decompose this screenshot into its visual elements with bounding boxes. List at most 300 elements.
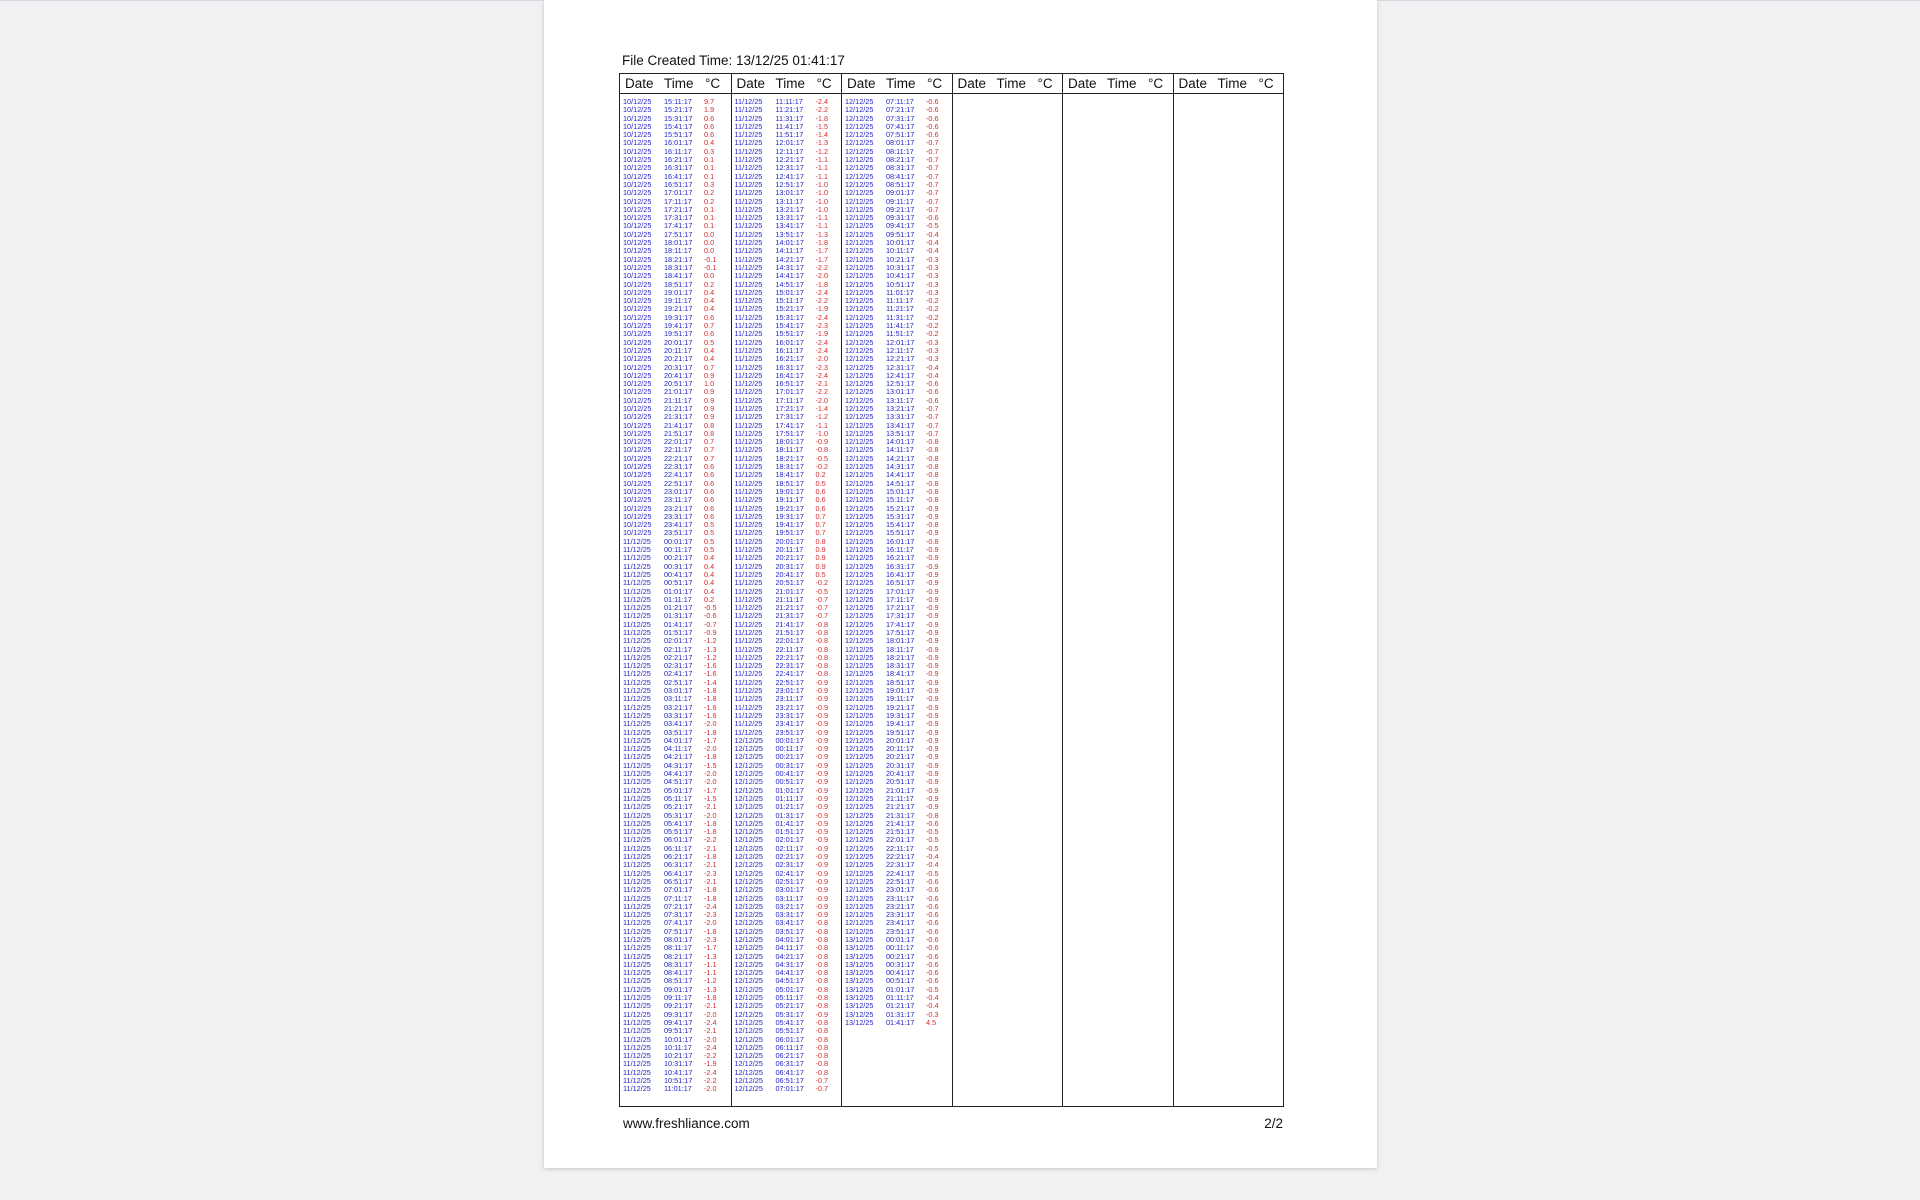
- reading-value: -2.0: [704, 918, 717, 928]
- reading-date: 10/12/25: [623, 105, 652, 115]
- reading-date: 10/12/25: [623, 113, 652, 123]
- reading-value: -1.7: [815, 246, 829, 256]
- reading-date: 11/12/25: [734, 486, 763, 496]
- reading-date: 12/12/25: [845, 486, 874, 496]
- reading-value: -0.8: [926, 486, 939, 496]
- reading-date: 12/12/25: [845, 843, 874, 853]
- reading-value: -0.5: [926, 221, 939, 231]
- reading-date: 12/12/25: [734, 943, 763, 953]
- reading-date: 11/12/25: [623, 868, 651, 878]
- reading-date: 11/12/25: [623, 926, 651, 936]
- header-time: Time: [1107, 76, 1137, 91]
- reading-date: 11/12/25: [623, 1076, 651, 1086]
- reading-value: -0.9: [815, 893, 829, 903]
- reading-time: 09:01:17: [664, 984, 693, 994]
- reading-value: -0.3: [926, 279, 939, 289]
- reading-date: 12/12/25: [734, 860, 763, 870]
- reading-date: 12/12/25: [734, 893, 763, 903]
- reading-value: -2.0: [815, 271, 829, 281]
- reading-value: -0.7: [926, 204, 939, 214]
- reading-time: 09:51:17: [664, 1026, 693, 1036]
- reading-value: 0.1: [704, 221, 715, 231]
- reading-time: 21:31:17: [664, 412, 693, 422]
- reading-value: 0.3: [704, 146, 715, 156]
- reading-value: -0.8: [815, 644, 829, 654]
- header-date: Date: [625, 76, 654, 91]
- reading-time: 20:51:17: [886, 777, 915, 787]
- reading-date: 11/12/25: [623, 727, 651, 737]
- reading-date: 10/12/25: [623, 246, 652, 256]
- reading-time: 05:51:17: [775, 1026, 804, 1036]
- footer-website: www.freshliance.com: [623, 1116, 750, 1131]
- reading-time: 11:31:17: [775, 113, 804, 123]
- reading-value: -0.8: [815, 926, 829, 936]
- reading-date: 10/12/25: [623, 138, 652, 148]
- reading-date: 13/12/25: [845, 984, 874, 994]
- reading-value: -0.8: [926, 470, 939, 480]
- reading-value: -2.0: [704, 810, 717, 820]
- reading-time: 21:21:17: [664, 403, 693, 413]
- reading-value: -0.4: [926, 993, 939, 1003]
- reading-date: 12/12/25: [734, 1059, 763, 1069]
- reading-time: 23:21:17: [886, 901, 915, 911]
- reading-date: 11/12/25: [623, 959, 651, 969]
- reading-time: 18:11:17: [775, 445, 804, 455]
- reading-value: -0.5: [815, 453, 829, 463]
- reading-value: -1.7: [704, 943, 717, 953]
- reading-date: 11/12/25: [734, 495, 763, 505]
- reading-time: 17:21:17: [775, 403, 804, 413]
- reading-date: 11/12/25: [623, 1001, 651, 1011]
- reading-date: 11/12/25: [623, 1009, 651, 1019]
- reading-time: 17:31:17: [886, 611, 915, 621]
- reading-time: 20:01:17: [775, 536, 804, 546]
- reading-time: 17:41:17: [664, 221, 693, 231]
- reading-date: 11/12/25: [623, 611, 651, 621]
- reading-value: 0.2: [704, 188, 715, 198]
- reading-date: 12/12/25: [845, 229, 874, 239]
- reading-date: 11/12/25: [734, 702, 763, 712]
- reading-date: 11/12/25: [623, 1059, 651, 1069]
- reading-date: 11/12/25: [734, 238, 763, 248]
- reading-value: -0.8: [815, 1042, 829, 1052]
- reading-value: -0.7: [926, 138, 939, 148]
- reading-date: 11/12/25: [623, 893, 651, 903]
- reading-time: 02:31:17: [664, 661, 693, 671]
- reading-time: 07:11:17: [664, 893, 692, 903]
- reading-value: -2.2: [704, 1051, 717, 1061]
- reading-date: 10/12/25: [623, 354, 652, 364]
- reading-time: 04:51:17: [664, 777, 693, 787]
- reading-time: 18:51:17: [886, 677, 915, 687]
- reading-time: 13:31:17: [886, 412, 915, 422]
- reading-value: -2.0: [704, 1009, 717, 1019]
- reading-value: -0.9: [926, 503, 939, 513]
- reading-value: -0.6: [926, 926, 939, 936]
- reading-time: 07:31:17: [886, 113, 915, 123]
- reading-date: 12/12/25: [734, 1051, 763, 1061]
- table-column: [841, 74, 952, 1106]
- reading-time: 21:31:17: [775, 611, 804, 621]
- reading-time: 17:31:17: [664, 213, 693, 223]
- reading-value: 0.4: [704, 569, 715, 579]
- reading-time: 08:11:17: [664, 943, 692, 953]
- reading-date: 12/12/25: [734, 760, 763, 770]
- reading-date: 12/12/25: [845, 611, 874, 621]
- reading-value: 0.9: [704, 403, 715, 413]
- reading-date: 11/12/25: [623, 636, 651, 646]
- reading-value: 0.6: [815, 495, 826, 505]
- reading-value: -0.9: [926, 511, 939, 521]
- reading-date: 12/12/25: [734, 959, 763, 969]
- reading-date: 11/12/25: [623, 603, 651, 613]
- reading-time: 15:11:17: [886, 495, 914, 505]
- column-header: [842, 74, 952, 94]
- header-unit: °C: [816, 76, 832, 91]
- reading-time: 12:51:17: [886, 379, 915, 389]
- reading-time: 23:21:17: [775, 702, 804, 712]
- reading-time: 19:41:17: [664, 321, 693, 331]
- reading-date: 11/12/25: [623, 702, 651, 712]
- reading-date: 11/12/25: [734, 279, 763, 289]
- reading-date: 11/12/25: [623, 968, 651, 978]
- reading-time: 17:01:17: [886, 586, 915, 596]
- reading-date: 12/12/25: [734, 835, 763, 845]
- reading-value: -1.2: [815, 412, 829, 422]
- reading-time: 12:21:17: [775, 155, 804, 165]
- reading-date: 12/12/25: [845, 735, 874, 745]
- reading-value: -1.6: [704, 710, 717, 720]
- reading-value: -0.4: [926, 229, 939, 239]
- reading-date: 12/12/25: [845, 918, 874, 928]
- reading-time: 06:51:17: [775, 1076, 804, 1086]
- reading-date: 12/12/25: [845, 893, 874, 903]
- reading-value: -0.4: [926, 370, 939, 380]
- reading-value: -1.1: [815, 171, 829, 181]
- reading-date: 13/12/25: [845, 1017, 874, 1027]
- reading-value: -0.5: [926, 835, 939, 845]
- reading-date: 11/12/25: [734, 553, 763, 563]
- reading-value: -2.4: [815, 337, 829, 347]
- reading-value: 0.6: [704, 503, 715, 513]
- reading-date: 11/12/25: [734, 354, 763, 364]
- reading-time: 03:01:17: [664, 686, 693, 696]
- reading-value: -0.6: [926, 943, 939, 953]
- reading-time: 13:31:17: [775, 213, 804, 223]
- header-date: Date: [1178, 76, 1208, 91]
- reading-time: 04:31:17: [775, 959, 804, 969]
- header-date: Date: [736, 76, 766, 91]
- reading-date: 11/12/25: [734, 287, 763, 297]
- reading-value: -2.1: [704, 1026, 717, 1036]
- table-row: [620, 1085, 731, 1093]
- reading-date: 11/12/25: [623, 1026, 651, 1036]
- column-header: [953, 74, 1063, 94]
- reading-value: -0.1: [704, 262, 717, 272]
- reading-date: 11/12/25: [623, 1051, 651, 1061]
- reading-value: -1.4: [815, 130, 829, 140]
- reading-time: 13:41:17: [886, 420, 915, 430]
- reading-time: 20:21:17: [664, 354, 693, 364]
- reading-time: 20:21:17: [775, 553, 804, 563]
- reading-time: 08:21:17: [886, 155, 915, 165]
- reading-value: -0.7: [926, 171, 939, 181]
- reading-value: 0.7: [704, 453, 715, 463]
- reading-date: 11/12/25: [623, 594, 651, 604]
- reading-time: 00:41:17: [886, 968, 915, 978]
- reading-time: 18:01:17: [775, 437, 804, 447]
- reading-date: 11/12/25: [734, 155, 763, 165]
- reading-time: 21:01:17: [664, 387, 693, 397]
- column-header: [1174, 74, 1284, 94]
- reading-date: 12/12/25: [734, 876, 763, 886]
- reading-date: 11/12/25: [734, 138, 763, 148]
- reading-time: 07:21:17: [886, 105, 915, 115]
- reading-time: 09:51:17: [886, 229, 915, 239]
- reading-date: 12/12/25: [845, 586, 874, 596]
- reading-time: 21:51:17: [775, 628, 804, 637]
- reading-date: 11/12/25: [623, 586, 651, 596]
- reading-value: -0.4: [926, 860, 939, 870]
- reading-time: 16:31:17: [664, 163, 693, 173]
- reading-time: 08:41:17: [664, 968, 693, 978]
- reading-time: 22:41:17: [775, 669, 804, 679]
- reading-value: 0.8: [815, 536, 826, 546]
- reading-time: 01:01:17: [886, 984, 915, 994]
- reading-date: 12/12/25: [734, 1034, 763, 1044]
- reading-time: 01:21:17: [886, 1001, 915, 1011]
- reading-value: -1.1: [815, 221, 829, 231]
- reading-date: 11/12/25: [623, 852, 651, 862]
- reading-value: -0.2: [815, 462, 829, 472]
- reading-time: 11:11:17: [775, 97, 803, 106]
- reading-value: -0.6: [926, 934, 939, 944]
- reading-value: -0.9: [926, 744, 939, 754]
- reading-date: 12/12/25: [845, 221, 874, 231]
- reading-time: 16:01:17: [664, 138, 693, 148]
- reading-time: 02:31:17: [775, 860, 804, 870]
- reading-value: -0.8: [926, 462, 939, 472]
- reading-time: 08:31:17: [664, 959, 693, 969]
- reading-value: -0.9: [815, 802, 829, 812]
- reading-time: 22:31:17: [886, 860, 915, 870]
- reading-date: 11/12/25: [734, 611, 763, 621]
- reading-date: 12/12/25: [845, 478, 874, 488]
- reading-value: -0.3: [926, 1009, 939, 1019]
- reading-time: 12:31:17: [886, 362, 915, 372]
- reading-time: 14:01:17: [886, 437, 915, 447]
- reading-time: 11:51:17: [886, 329, 914, 339]
- reading-time: 06:21:17: [664, 852, 693, 862]
- reading-date: 11/12/25: [623, 553, 651, 563]
- reading-value: -0.9: [926, 636, 939, 646]
- reading-date: 11/12/25: [734, 196, 763, 206]
- reading-value: -1.8: [704, 852, 717, 862]
- table-column: [952, 74, 1063, 1106]
- reading-value: -0.8: [926, 453, 939, 463]
- reading-time: 11:01:17: [664, 1084, 692, 1094]
- reading-date: 10/12/25: [623, 362, 652, 372]
- reading-time: 08:01:17: [886, 138, 915, 148]
- reading-date: 12/12/25: [734, 1026, 763, 1036]
- reading-date: 11/12/25: [623, 951, 651, 961]
- reading-date: 12/12/25: [845, 146, 874, 156]
- reading-date: 12/12/25: [734, 777, 763, 787]
- reading-value: -2.4: [815, 370, 829, 380]
- reading-date: 12/12/25: [845, 437, 874, 447]
- reading-time: 22:01:17: [886, 835, 915, 845]
- reading-time: 22:41:17: [664, 470, 693, 480]
- reading-date: 11/12/25: [623, 802, 651, 812]
- reading-date: 11/12/25: [734, 171, 763, 181]
- reading-value: -0.9: [926, 735, 939, 745]
- reading-date: 10/12/25: [623, 155, 652, 165]
- reading-time: 19:31:17: [775, 511, 804, 521]
- reading-date: 12/12/25: [845, 121, 874, 131]
- reading-value: -2.3: [704, 910, 717, 920]
- reading-date: 11/12/25: [734, 669, 763, 679]
- reading-date: 10/12/25: [623, 171, 652, 181]
- reading-time: 17:11:17: [775, 395, 804, 405]
- reading-value: -0.9: [926, 777, 939, 787]
- reading-value: -0.8: [926, 478, 939, 488]
- reading-value: -1.8: [704, 686, 717, 696]
- reading-value: -0.4: [926, 1001, 939, 1011]
- reading-time: 21:11:17: [775, 594, 804, 604]
- reading-time: 11:31:17: [886, 312, 914, 322]
- reading-time: 23:51:17: [886, 926, 915, 936]
- reading-date: 12/12/25: [734, 793, 763, 803]
- reading-value: -0.9: [926, 785, 939, 795]
- reading-value: -1.1: [815, 420, 829, 430]
- reading-time: 00:21:17: [775, 752, 804, 762]
- reading-time: 07:11:17: [886, 97, 914, 106]
- reading-value: 0.2: [704, 594, 715, 604]
- reading-value: -0.9: [815, 810, 829, 820]
- reading-time: 12:51:17: [775, 179, 804, 189]
- reading-date: 12/12/25: [845, 686, 874, 696]
- reading-value: -0.9: [815, 827, 829, 837]
- reading-time: 14:51:17: [886, 478, 915, 488]
- reading-value: -0.6: [926, 818, 939, 828]
- reading-time: 00:21:17: [886, 951, 915, 961]
- reading-value: -0.7: [926, 188, 939, 198]
- reading-time: 02:41:17: [775, 868, 804, 878]
- reading-date: 10/12/25: [623, 486, 652, 496]
- reading-date: 12/12/25: [734, 901, 763, 911]
- reading-time: 11:21:17: [775, 105, 804, 115]
- header-date: Date: [847, 76, 876, 91]
- reading-value: -2.1: [815, 379, 829, 389]
- reading-time: 19:11:17: [664, 296, 692, 306]
- reading-time: 03:51:17: [775, 926, 804, 936]
- reading-time: 16:51:17: [664, 179, 693, 189]
- reading-date: 12/12/25: [845, 760, 874, 770]
- reading-date: 12/12/25: [845, 827, 874, 837]
- reading-time: 15:01:17: [886, 486, 915, 496]
- reading-time: 11:11:17: [886, 296, 914, 306]
- reading-value: 0.4: [704, 345, 715, 355]
- reading-value: -0.2: [926, 321, 939, 331]
- reading-value: -1.3: [704, 984, 717, 994]
- reading-time: 21:11:17: [664, 395, 692, 405]
- reading-time: 09:21:17: [664, 1001, 693, 1011]
- reading-time: 16:11:17: [775, 345, 804, 355]
- reading-time: 00:01:17: [664, 536, 693, 546]
- reading-date: 11/12/25: [623, 1017, 651, 1027]
- reading-time: 13:01:17: [886, 387, 915, 397]
- reading-date: 12/12/25: [845, 860, 874, 870]
- reading-date: 11/12/25: [734, 113, 763, 123]
- reading-time: 18:31:17: [664, 262, 693, 272]
- reading-value: -0.8: [926, 810, 939, 820]
- reading-value: -2.1: [704, 802, 717, 812]
- reading-time: 15:21:17: [775, 304, 804, 314]
- header-time: Time: [664, 76, 694, 91]
- reading-value: -0.5: [926, 868, 939, 878]
- column-header: [620, 74, 731, 94]
- table-row: [842, 1019, 952, 1027]
- reading-date: 12/12/25: [845, 279, 874, 289]
- reading-date: 11/12/25: [734, 188, 763, 198]
- reading-date: 12/12/25: [845, 702, 874, 712]
- reading-date: 11/12/25: [734, 97, 763, 106]
- reading-value: -1.6: [704, 669, 717, 679]
- reading-date: 10/12/25: [623, 271, 652, 281]
- reading-time: 19:41:17: [886, 719, 915, 729]
- reading-value: -1.2: [704, 652, 717, 662]
- reading-time: 18:31:17: [775, 462, 804, 472]
- reading-value: -0.6: [926, 918, 939, 928]
- reading-time: 12:11:17: [886, 345, 914, 355]
- reading-date: 12/12/25: [845, 262, 874, 272]
- reading-time: 07:41:17: [886, 121, 915, 131]
- reading-value: -0.9: [815, 843, 829, 853]
- reading-value: -0.9: [926, 603, 939, 613]
- reading-time: 13:11:17: [775, 196, 804, 206]
- reading-date: 12/12/25: [845, 213, 874, 223]
- reading-date: 11/12/25: [623, 1042, 651, 1052]
- reading-time: 13:41:17: [775, 221, 804, 231]
- reading-value: -0.6: [926, 113, 939, 123]
- reading-time: 18:01:17: [886, 636, 915, 646]
- reading-value: -0.3: [926, 287, 939, 297]
- reading-time: 16:51:17: [775, 379, 804, 389]
- reading-time: 01:31:17: [664, 611, 693, 621]
- reading-value: -0.8: [926, 536, 939, 546]
- reading-time: 09:11:17: [886, 196, 914, 206]
- reading-value: -0.7: [926, 146, 939, 156]
- reading-time: 20:21:17: [886, 752, 915, 762]
- reading-time: 06:51:17: [664, 876, 693, 886]
- reading-value: 0.9: [704, 395, 715, 405]
- reading-value: -0.7: [926, 403, 939, 413]
- reading-date: 11/12/25: [623, 628, 651, 637]
- reading-time: 07:51:17: [664, 926, 693, 936]
- reading-date: 10/12/25: [623, 296, 652, 306]
- reading-value: -0.8: [926, 437, 939, 447]
- reading-time: 20:41:17: [664, 370, 693, 380]
- reading-value: 0.9: [704, 387, 715, 397]
- reading-time: 22:11:17: [775, 644, 804, 654]
- reading-value: -1.1: [704, 968, 717, 978]
- reading-value: -2.4: [815, 287, 829, 297]
- reading-time: 12:01:17: [775, 138, 804, 148]
- reading-value: -0.6: [926, 387, 939, 397]
- reading-value: -0.9: [926, 793, 939, 803]
- reading-date: 12/12/25: [845, 312, 874, 322]
- reading-date: 11/12/25: [734, 661, 763, 671]
